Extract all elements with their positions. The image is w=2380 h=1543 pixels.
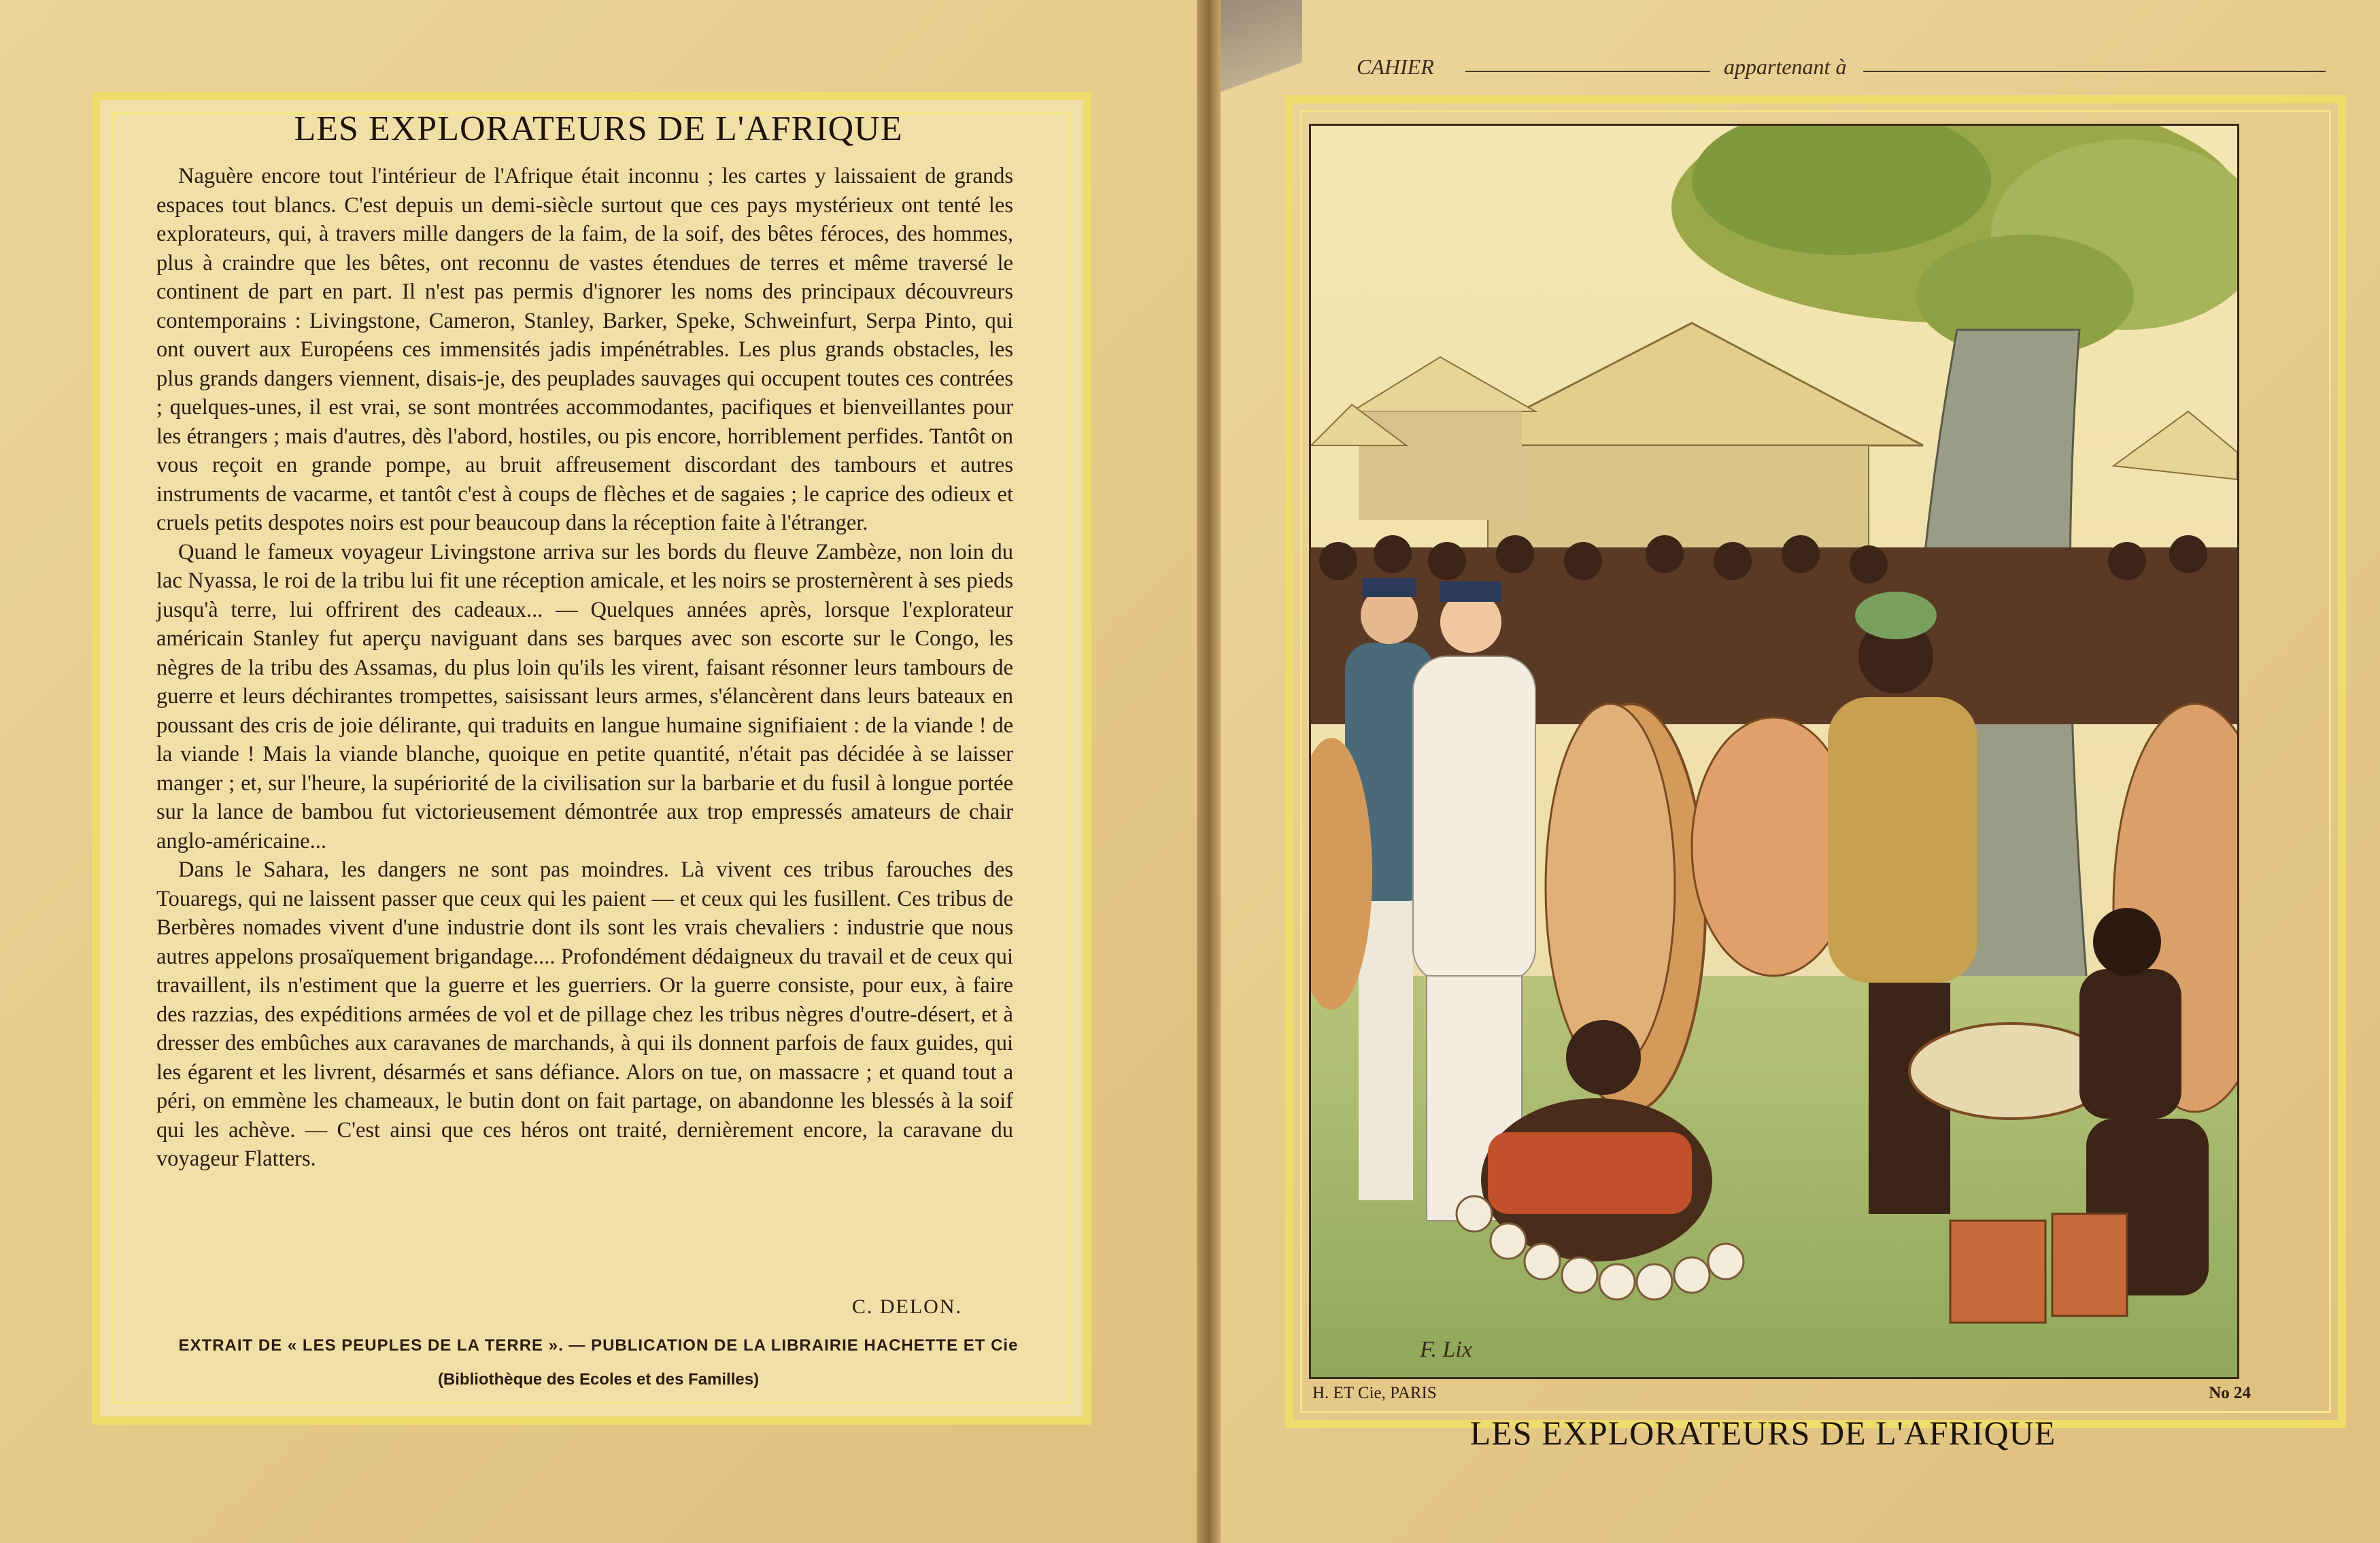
owner-rule-1 — [1465, 71, 1710, 72]
owner-rule-2 — [1863, 71, 2326, 72]
right-page — [1221, 0, 2380, 1543]
article-body — [156, 162, 1013, 1174]
right-page-title: LES EXPLORATEURS DE L'AFRIQUE — [1469, 1414, 2056, 1452]
author-signature: C. DELON. — [851, 1295, 962, 1318]
source-credit-subtitle: (Bibliothèque des Ecoles et des Familles) — [437, 1370, 760, 1389]
plate-number: No 24 — [2209, 1384, 2251, 1402]
book-spine — [1197, 0, 1221, 1543]
owner-line — [1357, 54, 2329, 82]
article-paragraph-3: Dans le Sahara, les dangers ne sont pas moindres. Là vivent ces tribus farouches des Touaregs, qui ne laissent passer que ceux qui les paient — et ceux qui les fusillent. Ces tribus de Berbères nomades vivent d'une industrie dont ils sont les vrais chevaliers : industrie que nous autres appelons prosaïquement brigandage.... Profondément dédaigneux du travail et de ceux qui travaillent, ils n'estiment que la guerre et les guerriers. Or la guerre consiste, pour eux, à faire des razzias, des expéditions armées de vol et de pillage chez les tribus nègres d'outre-désert, et à dresser des embûches aux caravanes de marchands, à qui ils donnent parfois de faux guides, qui les égarent et les livrent, désarmés et sans défiance. Alors on tue, on massacre ; et quand tout a péri, on emmène les chameaux, le butin dont on fait partage, on abandonne les blessés à la soif qui les achève. — C'est ainsi que ces héros ont traité, dernièrement encore, la caravane du voyageur Flatters. — [156, 858, 1013, 1171]
publisher-caption: H. ET Cie, PARIS — [1312, 1384, 1437, 1402]
article-paragraph-2: Quand le fameux voyageur Livingstone arriva sur les bords du fleuve Zambèze, non loin du lac Nyassa, le roi de la tribu lui fit une réception amicale, et les noirs se prosternèrent à ses pieds jusqu'à terre, lui offrirent des cadeaux... — Quelques années après, lorsque l'explorateur américain Stanley fut aperçu naviguant dans ses barques avec son escorte sur le Congo, les nègres de la tribu des Assamas, du plus loin qu'ils les virent, faisant résonner leurs tambours de guerre et leurs déchirantes trompettes, saisissant leurs armes, s'élancèrent dans leurs bateaux en poussant des cris de joie délirante, qui traduits en langue humaine signifiaient : de la viande ! de la viande ! Mais la viande blanche, quoique en petite quantité, n'était pas décidée à se laisser manger ; et, sur l'heure, la supériorité de la civilisation sur la barbarie et du fusil à longue portée sur la lance de bambou fut victorieusement démontrée aux trop empressés amateurs de chair anglo-américaine... — [156, 539, 1013, 853]
illustration-scene — [1311, 126, 2237, 1377]
source-credit: EXTRAIT DE « LES PEUPLES DE LA TERRE ». — PUBLICATION DE LA LIBRAIRIE HACHETTE ET Cie — [178, 1336, 1019, 1355]
explorers — [1345, 578, 1535, 1221]
illustration-explorers-reception — [1309, 124, 2239, 1379]
left-page-title: LES EXPLORATEURS DE L'AFRIQUE — [294, 109, 903, 148]
article-paragraph-1: Naguère encore tout l'intérieur de l'Afrique était inconnu ; les cartes y laissaient de grands espaces tout blancs. C'est depuis un demi-siècle surtout que ces pays mystérieux ont tenté les explorateurs, qui, à travers mille dangers de la faim, de la soif, des bêtes féroces, des hommes, plus à craindre que les bêtes, ont reconnu de vastes étendues de terres et même traversé le continent de part en part. Il n'est pas permis d'ignorer les noms des principaux découvreurs contemporains : Livingstone, Cameron, Stanley, Barker, Speke, Schweinfurt, Serpa Pinto, qui ont ouvert aux Européens ces immensités jadis impénétrables. Les plus grands obstacles, les plus grands dangers viennent, disais-je, des peuplades sauvages qui occupent toutes ces contrées ; quelques-unes, il est vrai, se sont montrées accommodantes, pacifiques et bienveillantes pour les étrangers ; mais d'autres, dès l'abord, hostiles, ou pis encore, horriblement perfides. Tantôt on vous reçoit en grande pompe, au bruit affreusement discordant des tambours et autres instruments de vacarme, et tantôt c'est à coups de flèches et de sagaies ; le caprice des odieux et cruels petits despotes noirs est pour beaucoup dans la réception faite à l'étranger. — [156, 164, 1013, 535]
cahier-label: CAHIER — [1357, 54, 1434, 79]
artist-signature: F. Lix — [1420, 1337, 1472, 1362]
appartenant-label: appartenant à — [1724, 54, 1847, 79]
